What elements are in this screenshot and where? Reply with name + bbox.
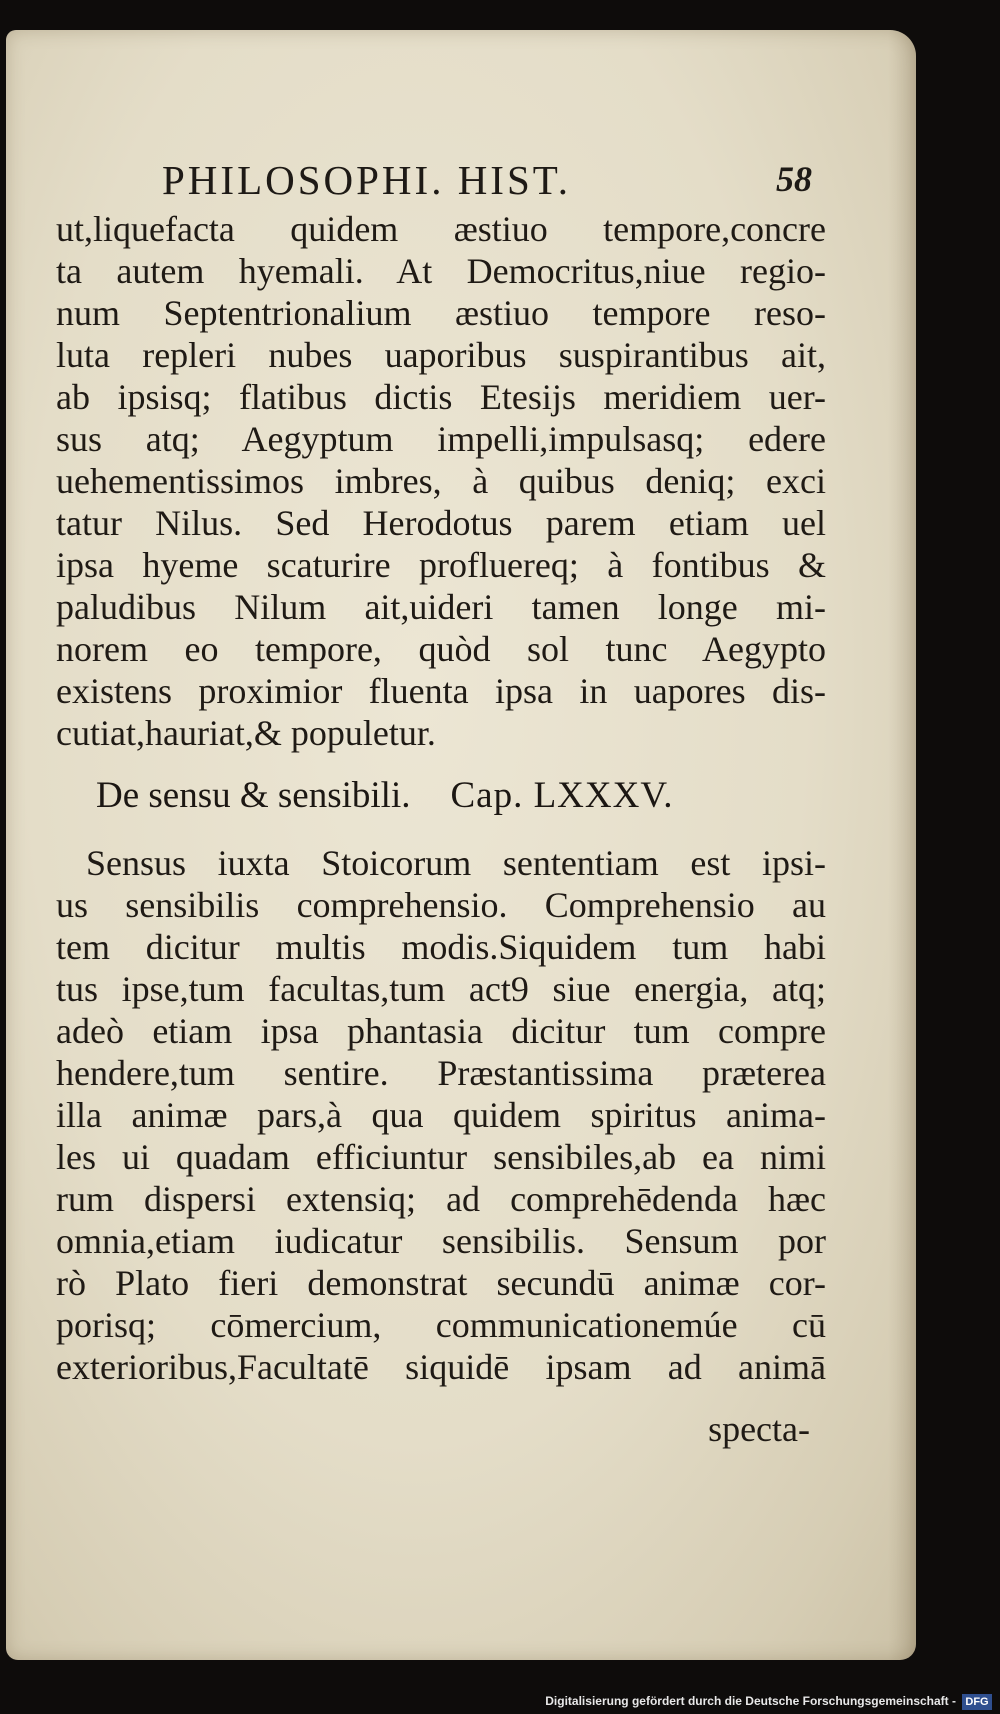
- text-line: adeò etiam ipsa phantasia dicitur tum compre: [56, 1011, 826, 1051]
- text-line: rò Plato fieri demonstrat secundū animæ cor-: [56, 1263, 826, 1303]
- text-line: porisq; cōmercium, communicationemúe cū: [56, 1305, 826, 1345]
- text-line: hendere,tum sentire. Præstantissima præterea: [56, 1053, 826, 1093]
- text-line: omnia,etiam iudicatur sensibilis. Sensum por: [56, 1221, 826, 1261]
- text-line: us sensibilis comprehensio. Comprehensio au: [56, 885, 826, 925]
- dfg-logo: DFG: [962, 1694, 992, 1710]
- text-line: tus ipse,tum facultas,tum act9 siue energia, atq;: [56, 969, 826, 1009]
- text-line: tatur Nilus. Sed Herodotus parem etiam uel: [56, 503, 826, 543]
- text-line: uehementissimos imbres, à quibus deniq; exci: [56, 461, 826, 501]
- text-line: ipsa hyeme scaturire profluereq; à fontibus &: [56, 545, 826, 585]
- paragraph-1: [56, 208, 826, 754]
- text-line: cutiat,hauriat,& populetur.: [56, 713, 436, 753]
- catchword: specta-: [708, 1409, 810, 1449]
- paragraph-2: [56, 842, 826, 1388]
- page-number: 58: [776, 159, 812, 199]
- text-line: rum dispersi extensiq; ad comprehēdenda hæc: [56, 1179, 826, 1219]
- text-line: paludibus Nilum ait,uideri tamen longe mi-: [56, 587, 826, 627]
- digitization-credit: Digitalisierung gefördert durch die Deutsche Forschungsgemeinschaft -: [545, 1694, 956, 1708]
- text-line: sus atq; Aegyptum impelli,impulsasq; edere: [56, 419, 826, 459]
- chapter-heading: [56, 774, 826, 818]
- text-line: Sensus iuxta Stoicorum sententiam est ipsi-: [86, 843, 826, 883]
- text-line: num Septentrionalium æstiuo tempore reso-: [56, 293, 826, 333]
- text-line: existens proximior fluenta ipsa in uapores dis-: [56, 671, 826, 711]
- text-line: ut,liquefacta quidem æstiuo tempore,concre: [56, 209, 826, 249]
- page-edge-shadow: [888, 30, 916, 1660]
- text-line: luta repleri nubes uaporibus suspirantibus ait,: [56, 335, 826, 375]
- text-line: norem eo tempore, quòd sol tunc Aegypto: [56, 629, 826, 669]
- page-header: [162, 156, 812, 206]
- text-line: ta autem hyemali. At Democritus,niue regio-: [56, 251, 826, 291]
- chapter-title: De sensu & sensibili.: [96, 775, 411, 816]
- text-line: les ui quadam efficiuntur sensibiles,ab ea nimi: [56, 1137, 826, 1177]
- chapter-number: Cap. LXXXV.: [450, 775, 674, 816]
- text-block: [56, 208, 826, 1388]
- text-line: tem dicitur multis modis.Siquidem tum habi: [56, 927, 826, 967]
- text-line: exterioribus,Facultatē siquidē ipsam ad animā: [56, 1347, 826, 1387]
- text-line: illa animæ pars,à qua quidem spiritus anima-: [56, 1095, 826, 1135]
- running-title: PHILOSOPHI. HIST.: [162, 157, 572, 203]
- text-line: ab ipsisq; flatibus dictis Etesijs meridiem uer-: [56, 377, 826, 417]
